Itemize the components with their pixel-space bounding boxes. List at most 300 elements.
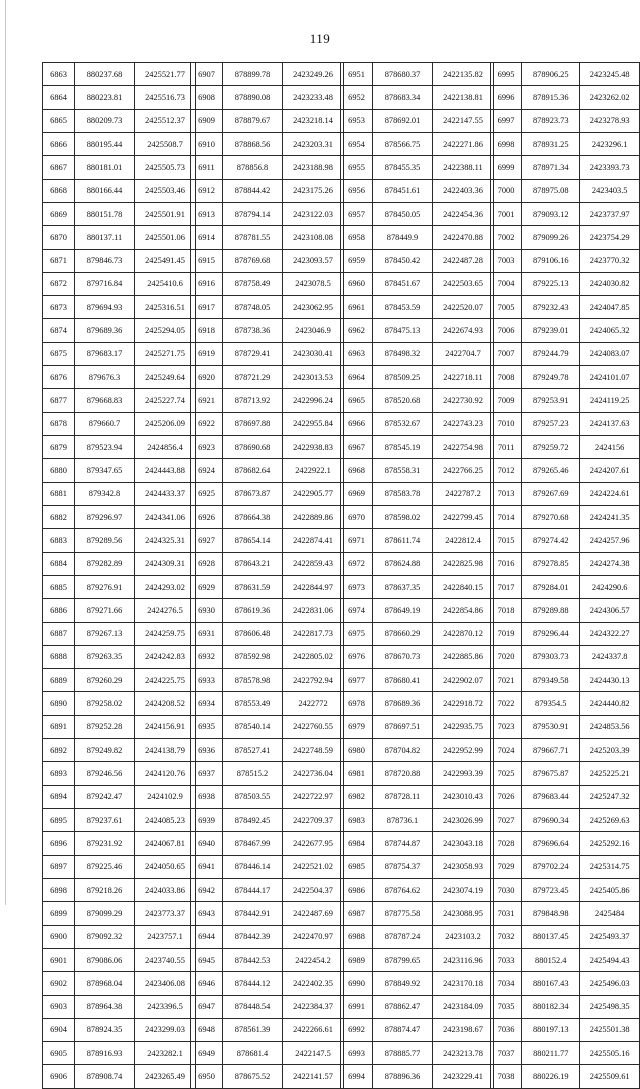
y-coordinate-cell: 2424033.86 (135, 878, 196, 901)
y-coordinate-cell: 2422889.86 (283, 505, 344, 528)
point-id-cell: 6901 (43, 948, 75, 971)
y-coordinate-cell: 2424085.23 (135, 809, 196, 832)
table-row (491, 575, 640, 598)
y-coordinate-cell: 2422470.88 (433, 226, 494, 249)
y-coordinate-cell: 2422454.36 (433, 202, 494, 225)
table-row (341, 296, 494, 319)
table-row (191, 109, 344, 132)
y-coordinate-cell: 2424050.65 (135, 855, 196, 878)
point-id-cell: 6913 (191, 202, 223, 225)
table-row (491, 1018, 640, 1041)
x-coordinate-cell: 878444.12 (223, 972, 283, 995)
point-id-cell: 6909 (191, 109, 223, 132)
table-row (191, 925, 344, 948)
y-coordinate-cell: 2425225.21 (580, 762, 640, 785)
y-coordinate-cell: 2423116.96 (433, 948, 494, 971)
point-id-cell: 7026 (491, 785, 522, 808)
table-row (341, 622, 494, 645)
point-id-cell: 6889 (43, 669, 75, 692)
table-row (191, 412, 344, 435)
x-coordinate-cell: 878498.32 (373, 342, 433, 365)
y-coordinate-cell: 2424274.38 (580, 552, 640, 575)
x-coordinate-cell: 878453.59 (373, 296, 433, 319)
table-row (43, 179, 196, 202)
y-coordinate-cell: 2424207.61 (580, 459, 640, 482)
point-id-cell: 6962 (341, 319, 373, 342)
x-coordinate-cell: 878799.65 (373, 948, 433, 971)
table-row (341, 575, 494, 598)
x-coordinate-cell: 878566.75 (373, 132, 433, 155)
y-coordinate-cell: 2422766.25 (433, 459, 494, 482)
x-coordinate-cell: 880195.44 (75, 132, 135, 155)
y-coordinate-cell: 2422504.37 (283, 878, 344, 901)
x-coordinate-cell: 878515.2 (223, 762, 283, 785)
y-coordinate-cell: 2422792.94 (283, 669, 344, 692)
table-row (341, 832, 494, 855)
point-id-cell: 6981 (341, 762, 373, 785)
x-coordinate-cell: 878738.36 (223, 319, 283, 342)
table-row (191, 482, 344, 505)
point-id-cell: 6863 (43, 63, 75, 86)
y-coordinate-cell: 2424341.06 (135, 505, 196, 528)
table-row (191, 459, 344, 482)
y-coordinate-cell: 2422487.28 (433, 249, 494, 272)
x-coordinate-cell: 879716.84 (75, 272, 135, 295)
table-row (43, 809, 196, 832)
point-id-cell: 6977 (341, 669, 373, 692)
point-id-cell: 6969 (341, 482, 373, 505)
x-coordinate-cell: 878849.92 (373, 972, 433, 995)
point-id-cell: 7031 (491, 902, 522, 925)
table-row (43, 202, 196, 225)
point-id-cell: 6968 (341, 459, 373, 482)
y-coordinate-cell: 2423278.93 (580, 109, 640, 132)
table-row (491, 855, 640, 878)
table-row (341, 925, 494, 948)
y-coordinate-cell: 2424120.76 (135, 762, 196, 785)
x-coordinate-cell: 878899.78 (223, 63, 283, 86)
point-id-cell: 6886 (43, 599, 75, 622)
x-coordinate-cell: 879689.36 (75, 319, 135, 342)
table-row (43, 272, 196, 295)
y-coordinate-cell: 2422470.97 (283, 925, 344, 948)
y-coordinate-cell: 2422677.95 (283, 832, 344, 855)
y-coordinate-cell: 2422454.2 (283, 948, 344, 971)
x-coordinate-cell: 878643.21 (223, 552, 283, 575)
table-row (43, 762, 196, 785)
point-id-cell: 6972 (341, 552, 373, 575)
point-id-cell: 7012 (491, 459, 522, 482)
y-coordinate-cell: 2422902.07 (433, 669, 494, 692)
x-coordinate-cell: 879683.44 (522, 785, 580, 808)
x-coordinate-cell: 878697.51 (373, 715, 433, 738)
table-row (43, 132, 196, 155)
x-coordinate-cell: 880167.43 (522, 972, 580, 995)
point-id-cell: 6940 (191, 832, 223, 855)
point-id-cell: 7000 (491, 179, 522, 202)
x-coordinate-cell: 878729.41 (223, 342, 283, 365)
table-row (191, 599, 344, 622)
x-coordinate-cell: 880237.68 (75, 63, 135, 86)
point-id-cell: 6874 (43, 319, 75, 342)
x-coordinate-cell: 879723.45 (522, 878, 580, 901)
x-coordinate-cell: 878553.49 (223, 692, 283, 715)
x-coordinate-cell: 878682.64 (223, 459, 283, 482)
x-coordinate-cell: 878862.47 (373, 995, 433, 1018)
point-id-cell: 7003 (491, 249, 522, 272)
table-row (341, 389, 494, 412)
y-coordinate-cell: 2424440.82 (580, 692, 640, 715)
point-id-cell: 6986 (341, 878, 373, 901)
y-coordinate-cell: 2422266.61 (283, 1018, 344, 1041)
table-row (43, 459, 196, 482)
x-coordinate-cell: 879259.72 (522, 436, 580, 459)
table-row (341, 948, 494, 971)
point-id-cell: 7030 (491, 878, 522, 901)
y-coordinate-cell: 2422905.77 (283, 482, 344, 505)
point-id-cell: 6876 (43, 366, 75, 389)
y-coordinate-cell: 2424138.79 (135, 739, 196, 762)
table-row (43, 86, 196, 109)
point-id-cell: 6915 (191, 249, 223, 272)
y-coordinate-cell: 2423188.98 (283, 156, 344, 179)
point-id-cell: 6995 (491, 63, 522, 86)
table-row (43, 412, 196, 435)
y-coordinate-cell: 2424306.57 (580, 599, 640, 622)
table-row (341, 366, 494, 389)
table-row (191, 622, 344, 645)
x-coordinate-cell: 879258.02 (75, 692, 135, 715)
y-coordinate-cell: 2423046.9 (283, 319, 344, 342)
y-coordinate-cell: 2424309.31 (135, 552, 196, 575)
y-coordinate-cell: 2422674.93 (433, 319, 494, 342)
x-coordinate-cell: 879354.5 (522, 692, 580, 715)
point-id-cell: 7020 (491, 645, 522, 668)
x-coordinate-cell: 878697.88 (223, 412, 283, 435)
point-id-cell: 6983 (341, 809, 373, 832)
x-coordinate-cell: 879696.64 (522, 832, 580, 855)
coordinate-table-4 (490, 62, 640, 1089)
y-coordinate-cell: 2422704.7 (433, 342, 494, 365)
table-row (491, 995, 640, 1018)
table-row (491, 319, 640, 342)
y-coordinate-cell: 2423078.5 (283, 272, 344, 295)
x-coordinate-cell: 878448.54 (223, 995, 283, 1018)
point-id-cell: 6956 (341, 179, 373, 202)
table-row (491, 599, 640, 622)
y-coordinate-cell: 2424047.85 (580, 296, 640, 319)
point-id-cell: 6926 (191, 505, 223, 528)
x-coordinate-cell: 878660.29 (373, 622, 433, 645)
x-coordinate-cell: 878442.39 (223, 925, 283, 948)
point-id-cell: 7016 (491, 552, 522, 575)
x-coordinate-cell: 879282.89 (75, 552, 135, 575)
y-coordinate-cell: 2424325.31 (135, 529, 196, 552)
y-coordinate-cell: 2422487.69 (283, 902, 344, 925)
table-row (191, 645, 344, 668)
table-row (191, 296, 344, 319)
table-row (491, 109, 640, 132)
x-coordinate-cell: 878527.41 (223, 739, 283, 762)
table-row (191, 1018, 344, 1041)
point-id-cell: 6910 (191, 132, 223, 155)
x-coordinate-cell: 879265.46 (522, 459, 580, 482)
table-row (341, 459, 494, 482)
point-id-cell: 6907 (191, 63, 223, 86)
y-coordinate-cell: 2422521.02 (283, 855, 344, 878)
table-row (491, 622, 640, 645)
y-coordinate-cell: 2424156 (580, 436, 640, 459)
x-coordinate-cell: 879106.16 (522, 249, 580, 272)
point-id-cell: 6980 (341, 739, 373, 762)
point-id-cell: 6925 (191, 482, 223, 505)
x-coordinate-cell: 879239.01 (522, 319, 580, 342)
point-id-cell: 7002 (491, 226, 522, 249)
table-row (191, 156, 344, 179)
y-coordinate-cell: 2422955.84 (283, 412, 344, 435)
y-coordinate-cell: 2423058.93 (433, 855, 494, 878)
table-row (491, 156, 640, 179)
point-id-cell: 6932 (191, 645, 223, 668)
y-coordinate-cell: 2423393.73 (580, 156, 640, 179)
point-id-cell: 6950 (191, 1065, 223, 1088)
point-id-cell: 6947 (191, 995, 223, 1018)
point-id-cell: 6949 (191, 1042, 223, 1065)
table-row (341, 319, 494, 342)
table-row (43, 645, 196, 668)
x-coordinate-cell: 879683.17 (75, 342, 135, 365)
x-coordinate-cell: 879225.13 (522, 272, 580, 295)
table-row (191, 995, 344, 1018)
table-row (191, 436, 344, 459)
x-coordinate-cell: 878908.74 (75, 1065, 135, 1088)
y-coordinate-cell: 2422388.11 (433, 156, 494, 179)
y-coordinate-cell: 2423737.97 (580, 202, 640, 225)
table-row (191, 1065, 344, 1088)
table-row (191, 389, 344, 412)
point-id-cell: 6884 (43, 552, 75, 575)
y-coordinate-cell: 2425292.16 (580, 832, 640, 855)
table-row (341, 669, 494, 692)
x-coordinate-cell: 878598.02 (373, 505, 433, 528)
y-coordinate-cell: 2422799.45 (433, 505, 494, 528)
y-coordinate-cell: 2424225.75 (135, 669, 196, 692)
x-coordinate-cell: 879289.56 (75, 529, 135, 552)
point-id-cell: 6944 (191, 925, 223, 948)
table-row (341, 436, 494, 459)
point-id-cell: 6946 (191, 972, 223, 995)
y-coordinate-cell: 2424293.02 (135, 575, 196, 598)
y-coordinate-cell: 2422760.55 (283, 715, 344, 738)
table-row (43, 249, 196, 272)
x-coordinate-cell: 878675.52 (223, 1065, 283, 1088)
point-id-cell: 7007 (491, 342, 522, 365)
y-coordinate-cell: 2424030.82 (580, 272, 640, 295)
point-id-cell: 6865 (43, 109, 75, 132)
y-coordinate-cell: 2422147.5 (283, 1042, 344, 1065)
table-row (341, 505, 494, 528)
y-coordinate-cell: 2422730.92 (433, 389, 494, 412)
table-row (43, 575, 196, 598)
x-coordinate-cell: 879249.78 (522, 366, 580, 389)
table-row (341, 249, 494, 272)
x-coordinate-cell: 879276.91 (75, 575, 135, 598)
point-id-cell: 6898 (43, 878, 75, 901)
y-coordinate-cell: 2422952.99 (433, 739, 494, 762)
point-id-cell: 6997 (491, 109, 522, 132)
point-id-cell: 6877 (43, 389, 75, 412)
table-row (191, 832, 344, 855)
y-coordinate-cell: 2422271.86 (433, 132, 494, 155)
table-row (43, 878, 196, 901)
x-coordinate-cell: 878449.9 (373, 226, 433, 249)
table-row (341, 762, 494, 785)
y-coordinate-cell: 2425316.51 (135, 296, 196, 319)
y-coordinate-cell: 2422805.02 (283, 645, 344, 668)
point-id-cell: 6871 (43, 249, 75, 272)
y-coordinate-cell: 2424856.4 (135, 436, 196, 459)
table-row (191, 63, 344, 86)
x-coordinate-cell: 879702.24 (522, 855, 580, 878)
y-coordinate-cell: 2424276.5 (135, 599, 196, 622)
table-row (43, 1018, 196, 1041)
point-id-cell: 6929 (191, 575, 223, 598)
y-coordinate-cell: 2423093.57 (283, 249, 344, 272)
x-coordinate-cell: 878692.01 (373, 109, 433, 132)
y-coordinate-cell: 2424137.63 (580, 412, 640, 435)
table-row (43, 739, 196, 762)
y-coordinate-cell: 2422138.81 (433, 86, 494, 109)
table-row (43, 692, 196, 715)
x-coordinate-cell: 879099.29 (75, 902, 135, 925)
point-id-cell: 6916 (191, 272, 223, 295)
x-coordinate-cell: 878744.87 (373, 832, 433, 855)
table-row (341, 272, 494, 295)
x-coordinate-cell: 879667.71 (522, 739, 580, 762)
y-coordinate-cell: 2425271.75 (135, 342, 196, 365)
y-coordinate-cell: 2423013.53 (283, 366, 344, 389)
y-coordinate-cell: 2423296.1 (580, 132, 640, 155)
x-coordinate-cell: 880209.73 (75, 109, 135, 132)
table-row (43, 925, 196, 948)
point-id-cell: 7027 (491, 809, 522, 832)
x-coordinate-cell: 878964.38 (75, 995, 135, 1018)
y-coordinate-cell: 2424067.81 (135, 832, 196, 855)
point-id-cell: 6984 (341, 832, 373, 855)
y-coordinate-cell: 2423740.55 (135, 948, 196, 971)
x-coordinate-cell: 878758.49 (223, 272, 283, 295)
point-id-cell: 6868 (43, 179, 75, 202)
x-coordinate-cell: 880197.13 (522, 1018, 580, 1041)
table-row (43, 855, 196, 878)
point-id-cell: 6945 (191, 948, 223, 971)
table-row (341, 692, 494, 715)
table-row (341, 482, 494, 505)
point-id-cell: 6973 (341, 575, 373, 598)
point-id-cell: 6993 (341, 1042, 373, 1065)
table-row (341, 226, 494, 249)
point-id-cell: 7028 (491, 832, 522, 855)
y-coordinate-cell: 2422384.37 (283, 995, 344, 1018)
y-coordinate-cell: 2422772 (283, 692, 344, 715)
x-coordinate-cell: 878450.05 (373, 202, 433, 225)
y-coordinate-cell: 2423245.48 (580, 63, 640, 86)
y-coordinate-cell: 2422812.4 (433, 529, 494, 552)
x-coordinate-cell: 878971.34 (522, 156, 580, 179)
point-id-cell: 6955 (341, 156, 373, 179)
x-coordinate-cell: 878769.68 (223, 249, 283, 272)
point-id-cell: 7018 (491, 599, 522, 622)
y-coordinate-cell: 2424290.6 (580, 575, 640, 598)
point-id-cell: 6870 (43, 226, 75, 249)
table-row (491, 63, 640, 86)
table-row (43, 669, 196, 692)
x-coordinate-cell: 878606.48 (223, 622, 283, 645)
y-coordinate-cell: 2422135.82 (433, 63, 494, 86)
x-coordinate-cell: 879218.26 (75, 878, 135, 901)
x-coordinate-cell: 880137.45 (522, 925, 580, 948)
y-coordinate-cell: 2422403.36 (433, 179, 494, 202)
table-row (341, 785, 494, 808)
x-coordinate-cell: 878683.34 (373, 86, 433, 109)
point-id-cell: 6976 (341, 645, 373, 668)
point-id-cell: 6991 (341, 995, 373, 1018)
point-id-cell: 6954 (341, 132, 373, 155)
y-coordinate-cell: 2423265.49 (135, 1065, 196, 1088)
point-id-cell: 6893 (43, 762, 75, 785)
table-row (43, 389, 196, 412)
x-coordinate-cell: 879252.28 (75, 715, 135, 738)
x-coordinate-cell: 878558.31 (373, 459, 433, 482)
table-row (43, 436, 196, 459)
point-id-cell: 7011 (491, 436, 522, 459)
point-id-cell: 6941 (191, 855, 223, 878)
table-row (491, 412, 640, 435)
table-row (191, 202, 344, 225)
x-coordinate-cell: 878670.73 (373, 645, 433, 668)
x-coordinate-cell: 880151.78 (75, 202, 135, 225)
point-id-cell: 6988 (341, 925, 373, 948)
table-row (191, 762, 344, 785)
table-row (43, 622, 196, 645)
y-coordinate-cell: 2425203.39 (580, 739, 640, 762)
table-row (341, 902, 494, 925)
table-row (43, 109, 196, 132)
point-id-cell: 6905 (43, 1042, 75, 1065)
x-coordinate-cell: 879242.47 (75, 785, 135, 808)
point-id-cell: 6938 (191, 785, 223, 808)
x-coordinate-cell: 879530.91 (522, 715, 580, 738)
table-row (191, 692, 344, 715)
y-coordinate-cell: 2422854.86 (433, 599, 494, 622)
table-row (341, 156, 494, 179)
table-row (491, 436, 640, 459)
point-id-cell: 6888 (43, 645, 75, 668)
y-coordinate-cell: 2424242.83 (135, 645, 196, 668)
point-id-cell: 6897 (43, 855, 75, 878)
y-coordinate-cell: 2425410.6 (135, 272, 196, 295)
point-id-cell: 6966 (341, 412, 373, 435)
x-coordinate-cell: 880152.4 (522, 948, 580, 971)
x-coordinate-cell: 878690.68 (223, 436, 283, 459)
table-row (43, 226, 196, 249)
table-row (191, 366, 344, 389)
point-id-cell: 6894 (43, 785, 75, 808)
x-coordinate-cell: 879846.73 (75, 249, 135, 272)
y-coordinate-cell: 2423043.18 (433, 832, 494, 855)
point-id-cell: 6934 (191, 692, 223, 715)
y-coordinate-cell: 2422709.37 (283, 809, 344, 832)
